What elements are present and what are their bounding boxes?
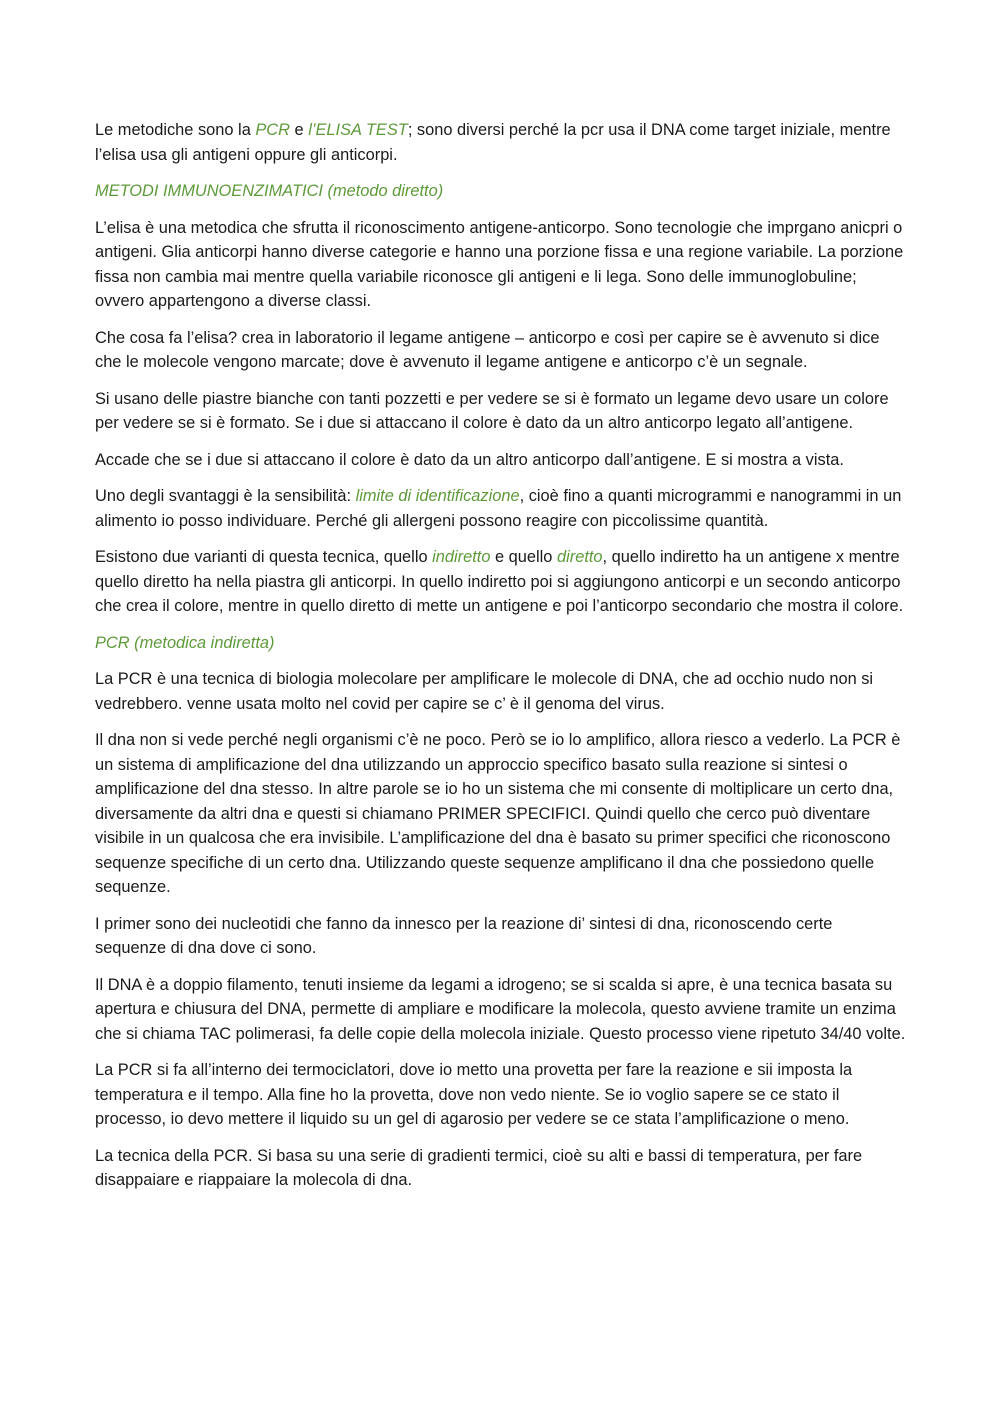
paragraph-varianti: Esistono due varianti di questa tecnica, quello indiretto e quello diretto, quello indiretto ha un antigene x mentre quello diretto ha nella piastra gli anticorpi. In quello indiretto poi si aggiungono anticorpi e un secondo anticorpo che crea il colore, mentre in quello diretto di mette un antigene e poi l’anticorpo secondario che mostra il colore. [95, 548, 904, 615]
paragraph-dna-amplification: Il dna non si vede perché negli organismi c’è ne poco. Però se io lo amplifico, allora riesco a vederlo. La PCR è un sistema di amplificazione del dna utilizzando un approccio specifico basato sulla reazione si sintesi o amplificazione del dna stesso. In altre parole se io ho un sistema che mi consente di moltiplicare un certo dna, diversamente da altri dna e questi si chiamano PRIMER SPECIFICI. Quindi quello che cerco può diventare visibile in un qualcosa che era invisibile. L’amplificazione del dna è basato su primer specifici che riconoscono sequenze specifiche di un certo dna. Utilizzando queste sequenze amplificano il dna che possiedono quelle sequenze. [95, 731, 901, 896]
highlight-indiretto: indiretto [432, 548, 491, 566]
paragraph-dna-filamento: Il DNA è a doppio filamento, tenuti insieme da legami a idrogeno; se si scalda si apre, è una tecnica basata su apertura e chiusura del DNA, permette di ampliare e modificare la molecola, questo avviene tramite un enzima che si chiama TAC polimerasi, fa delle copie della molecola iniziale. Questo processo viene ripetuto 34/40 volte. [95, 975, 906, 1043]
paragraph-tecnica-pcr: La tecnica della PCR. Si basa su una serie di gradienti termici, cioè su alti e bassi di temperatura, per fare disappaiare e riappaiare la molecola di dna. [95, 1146, 863, 1189]
paragraph-termociclatori: La PCR si fa all’interno dei termociclatori, dove io metto una provetta per fare la reazione e sii imposta la temperatura e il tempo. Alla fine ho la provetta, dove non vedo niente. Se io voglio sapere se ce stato il processo, io devo mettere il liquido su un gel di agarosio per vedere se ce stata l’amplificazione o meno. [95, 1061, 853, 1128]
paragraph-intro: Le metodiche sono la PCR e l’ELISA TEST; sono diversi perché la pcr usa il DNA come target iniziale, mentre l’elisa usa gli antigeni oppure gli anticorpi. [95, 121, 891, 164]
paragraph-svantaggi: Uno degli svantaggi è la sensibilità: limite di identificazione, cioè fino a quanti microgrammi e nanogrammi in un alimento io posso individuare. Perché gli allergeni possono reagire con piccolissime quantità. [95, 487, 902, 530]
highlight-diretto: diretto [556, 548, 603, 566]
section-heading-immunoenzimatici: METODI IMMUNOENZIMATICI (metodo diretto) [95, 182, 444, 200]
paragraph-primer: I primer sono dei nucleotidi che fanno da innesco per la reazione di’ sintesi di dna, riconoscendo certe sequenze di dna dove ci sono. [95, 914, 833, 957]
section-heading-pcr: PCR (metodica indiretta) [95, 633, 275, 652]
highlight-elisa-test: l’ELISA TEST [308, 121, 408, 139]
paragraph-pcr-definition: La PCR è una tecnica di biologia molecolare per amplificare le molecole di DNA, che ad occhio nudo non si vedrebbero. venne usata molto nel covid per capire se c’ è il genoma del virus. [95, 670, 874, 713]
paragraph-elisa-definition: L’elisa è una metodica che sfrutta il riconoscimento antigene-anticorpo. Sono tecnologie che imprgano anicpri o antigeni. Glia anticorpi hanno diverse categorie e hanno una porzione fissa e una regione variabile. La porzione fissa non cambia mai mentre quella variabile riconosce gli antigeni e li lega. Sono delle immunoglobuline; ovvero appartengono a diverse classi. [95, 218, 904, 310]
paragraph-piastre: Si usano delle piastre bianche con tanti pozzetti e per vedere se si è formato un legame devo usare un colore per vedere se si è formato. Se i due si attaccano il colore è dato da un altro anticorpo legato all’antigene. [95, 389, 889, 432]
highlight-limite-identificazione: limite di identificazione [355, 487, 520, 505]
paragraph-elisa-function: Che cosa fa l’elisa? crea in laboratorio il legame antigene – anticorpo e così per capire se è avvenuto si dice che le molecole vengono marcate; dove è avvenuto il legame antigene e anticorpo c’è un segnale. [95, 328, 880, 371]
highlight-pcr: PCR [255, 121, 290, 139]
paragraph-colore: Accade che se i due si attaccano il colore è dato da un altro anticorpo dall’antigene. E si mostra a vista. [95, 450, 844, 469]
